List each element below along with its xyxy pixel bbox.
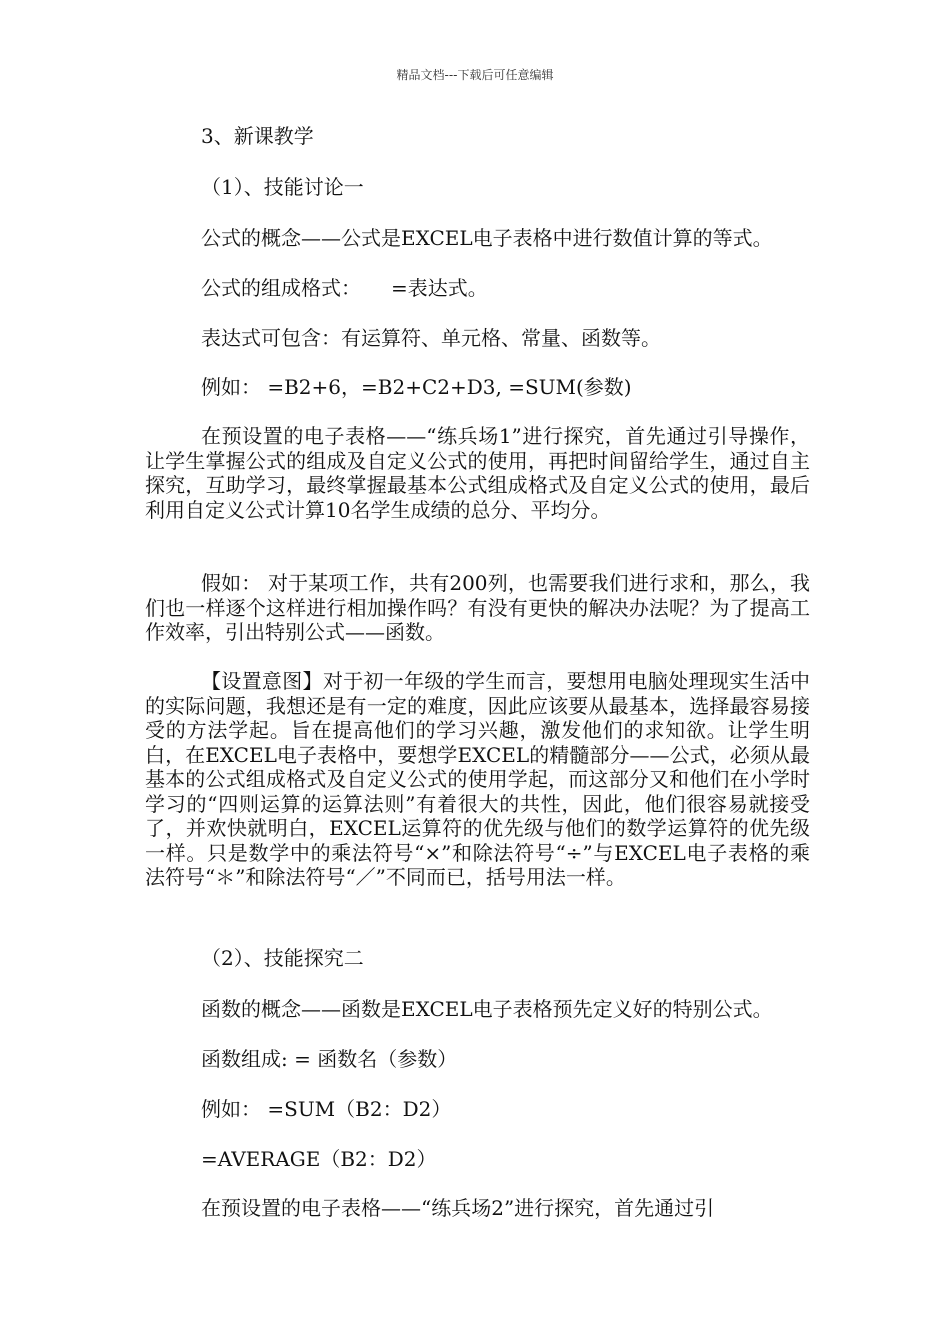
paragraph-design-intent: 【设置意图】对于初一年级的学生而言，要想用电脑处理现实生活中的实际问题，我想还是有一定的难度，因此应该要从最基本，选择最容易接受的方法学起。旨在提高他们的学习兴趣，激发他们的求知欲。让学生明白，在EXCEL电子表格中，要想学EXCEL的精髓部分——公式，必须从最基本的公式组成格式及自定义公式的使用学起，而这部分又和他们在小学时学习的“四则运算的运算法则”有着很大的共性，因此，他们很容易就接受了，并欢快就明白，EXCEL运算符的优先级与他们的数学运算符的优先级一样。只是数学中的乘法符号“×”和除法符号“÷”与EXCEL电子表格的乘法符号“＊”和除法符号“／”不同而已，括号用法一样。 <box>145 669 810 889</box>
page-header: 精品文档---下载后可任意编辑 <box>396 68 554 82</box>
formula-example: 例如： =B2+6，=B2+C2+D3, =SUM(参数) <box>201 375 632 399</box>
formula-format: 公式的组成格式： =表达式。 <box>201 276 488 300</box>
paragraph-suppose: 假如： 对于某项工作，共有200列，也需要我们进行求和，那么，我们也一样逐个这样进行相加操作吗？有没有更快的解决办法呢？为了提高工作效率，引出特别公式——函数。 <box>145 571 810 644</box>
function-concept: 函数的概念——函数是EXCEL电子表格预先定义好的特别公式。 <box>201 997 773 1021</box>
expression-contents: 表达式可包含：有运算符、单元格、常量、函数等。 <box>201 326 661 350</box>
function-example-average: =AVERAGE（B2：D2） <box>201 1147 437 1171</box>
paragraph-practice-1: 在预设置的电子表格——“练兵场1”进行探究，首先通过引导操作，让学生掌握公式的组成及自定义公式的使用，再把时间留给学生，通过自主探究，互助学习，最终掌握最基本公式组成格式及自定义公式的使用，最后利用自定义公式计算10名学生成绩的总分、平均分。 <box>145 424 810 522</box>
paragraph-practice-2-start: 在预设置的电子表格——“练兵场2”进行探究，首先通过引 <box>201 1196 715 1220</box>
function-format: 函数组成: = 函数名（参数） <box>201 1047 458 1071</box>
section-title: 3、新课教学 <box>201 124 314 148</box>
subsection-title-2: （2）、技能探究二 <box>201 946 364 970</box>
formula-concept: 公式的概念——公式是EXCEL电子表格中进行数值计算的等式。 <box>201 226 773 250</box>
function-example-sum: 例如： =SUM（B2：D2） <box>201 1097 452 1121</box>
subsection-title-1: （1）、技能讨论一 <box>201 175 364 199</box>
